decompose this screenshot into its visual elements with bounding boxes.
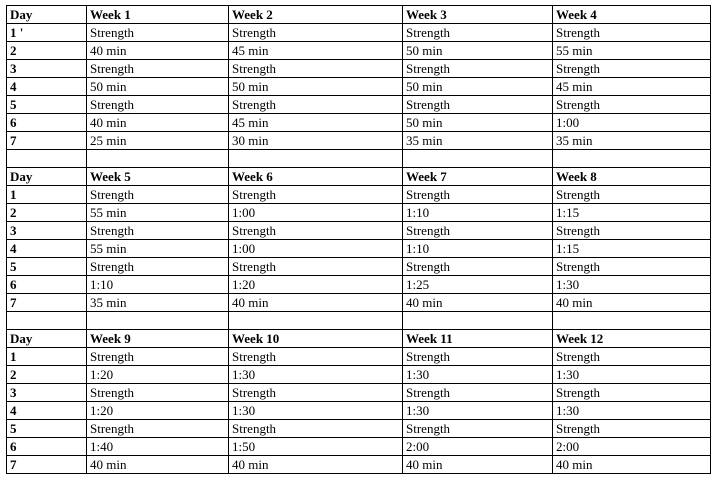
header-row — [7, 330, 711, 348]
day-column-header: Day — [7, 6, 87, 24]
table-row — [7, 96, 711, 114]
workout-cell: 45 min — [553, 78, 711, 96]
table-row — [7, 366, 711, 384]
workout-cell: Strength — [403, 348, 553, 366]
day-number-cell: 5 — [7, 258, 87, 276]
training-schedule-table — [6, 5, 711, 474]
table-row — [7, 384, 711, 402]
workout-cell: 1:15 — [553, 240, 711, 258]
block-separator-row — [7, 312, 711, 330]
day-number-cell: 4 — [7, 240, 87, 258]
day-number-cell: 3 — [7, 222, 87, 240]
workout-cell: Strength — [553, 384, 711, 402]
workout-cell: Strength — [87, 258, 229, 276]
week-column-header: Week 9 — [87, 330, 229, 348]
day-number-cell: 7 — [7, 294, 87, 312]
workout-cell: 1:30 — [553, 366, 711, 384]
day-number-cell: 5 — [7, 96, 87, 114]
empty-cell — [87, 312, 229, 330]
workout-cell: Strength — [403, 420, 553, 438]
workout-cell: Strength — [553, 96, 711, 114]
empty-cell — [403, 312, 553, 330]
workout-cell: Strength — [229, 24, 403, 42]
day-number-cell: 1 — [7, 186, 87, 204]
table-row — [7, 402, 711, 420]
table-row — [7, 132, 711, 150]
workout-cell: Strength — [229, 96, 403, 114]
workout-cell: 40 min — [553, 294, 711, 312]
table-row — [7, 420, 711, 438]
workout-cell: Strength — [229, 186, 403, 204]
workout-cell: 1:30 — [553, 276, 711, 294]
week-column-header: Week 10 — [229, 330, 403, 348]
workout-cell: 1:10 — [403, 240, 553, 258]
block-separator-row — [7, 150, 711, 168]
workout-cell: 50 min — [403, 78, 553, 96]
day-number-cell: 3 — [7, 384, 87, 402]
workout-cell: Strength — [87, 348, 229, 366]
week-column-header: Week 7 — [403, 168, 553, 186]
workout-cell: 1:30 — [229, 402, 403, 420]
workout-cell: 40 min — [87, 42, 229, 60]
table-row — [7, 258, 711, 276]
day-number-cell: 4 — [7, 402, 87, 420]
empty-cell — [7, 312, 87, 330]
workout-cell: 1:20 — [229, 276, 403, 294]
table-row — [7, 240, 711, 258]
day-number-cell: 6 — [7, 276, 87, 294]
workout-cell: 1:30 — [403, 366, 553, 384]
workout-cell: Strength — [87, 420, 229, 438]
training-schedule-body — [7, 6, 711, 474]
workout-cell: Strength — [87, 384, 229, 402]
table-row — [7, 438, 711, 456]
workout-cell: Strength — [553, 24, 711, 42]
workout-cell: 35 min — [553, 132, 711, 150]
workout-cell: Strength — [553, 186, 711, 204]
workout-cell: Strength — [87, 60, 229, 78]
week-column-header: Week 8 — [553, 168, 711, 186]
week-column-header: Week 2 — [229, 6, 403, 24]
workout-cell: 1:30 — [553, 402, 711, 420]
workout-cell: 2:00 — [553, 438, 711, 456]
table-row — [7, 348, 711, 366]
workout-cell: 40 min — [229, 294, 403, 312]
workout-cell: Strength — [229, 348, 403, 366]
workout-cell: 40 min — [403, 294, 553, 312]
day-number-cell: 2 — [7, 204, 87, 222]
workout-cell: Strength — [553, 258, 711, 276]
workout-cell: Strength — [403, 96, 553, 114]
workout-cell: 55 min — [553, 42, 711, 60]
workout-cell: 1:25 — [403, 276, 553, 294]
workout-cell: Strength — [229, 60, 403, 78]
workout-cell: 1:00 — [229, 240, 403, 258]
workout-cell: Strength — [403, 186, 553, 204]
workout-cell: Strength — [403, 384, 553, 402]
workout-cell: 50 min — [229, 78, 403, 96]
workout-cell: Strength — [229, 258, 403, 276]
workout-cell: 40 min — [87, 114, 229, 132]
workout-cell: 55 min — [87, 204, 229, 222]
table-row — [7, 294, 711, 312]
workout-cell: Strength — [553, 222, 711, 240]
day-number-cell: 3 — [7, 60, 87, 78]
workout-cell: 50 min — [403, 42, 553, 60]
workout-cell: 50 min — [403, 114, 553, 132]
table-row — [7, 78, 711, 96]
table-row — [7, 456, 711, 474]
day-number-cell: 4 — [7, 78, 87, 96]
table-row — [7, 60, 711, 78]
workout-cell: Strength — [403, 222, 553, 240]
day-number-cell: 1 ' — [7, 24, 87, 42]
workout-cell: 1:40 — [87, 438, 229, 456]
workout-cell: 40 min — [229, 456, 403, 474]
workout-cell: 40 min — [553, 456, 711, 474]
week-column-header: Week 12 — [553, 330, 711, 348]
week-column-header: Week 5 — [87, 168, 229, 186]
day-number-cell: 2 — [7, 366, 87, 384]
workout-cell: 1:50 — [229, 438, 403, 456]
table-row — [7, 276, 711, 294]
empty-cell — [403, 150, 553, 168]
week-column-header: Week 6 — [229, 168, 403, 186]
week-column-header: Week 1 — [87, 6, 229, 24]
workout-cell: 55 min — [87, 240, 229, 258]
day-number-cell: 2 — [7, 42, 87, 60]
workout-cell: 1:00 — [229, 204, 403, 222]
workout-cell: Strength — [87, 24, 229, 42]
header-row — [7, 6, 711, 24]
table-row — [7, 186, 711, 204]
week-column-header: Week 3 — [403, 6, 553, 24]
day-number-cell: 7 — [7, 132, 87, 150]
day-number-cell: 7 — [7, 456, 87, 474]
workout-cell: 1:00 — [553, 114, 711, 132]
workout-cell: Strength — [403, 60, 553, 78]
workout-cell: 1:10 — [403, 204, 553, 222]
workout-cell: 40 min — [87, 456, 229, 474]
day-number-cell: 6 — [7, 438, 87, 456]
workout-cell: 35 min — [87, 294, 229, 312]
empty-cell — [7, 150, 87, 168]
workout-cell: Strength — [229, 420, 403, 438]
workout-cell: 35 min — [403, 132, 553, 150]
table-row — [7, 204, 711, 222]
empty-cell — [229, 150, 403, 168]
workout-cell: Strength — [403, 258, 553, 276]
workout-cell: 1:10 — [87, 276, 229, 294]
workout-cell: 1:20 — [87, 366, 229, 384]
workout-cell: Strength — [403, 24, 553, 42]
workout-cell: 30 min — [229, 132, 403, 150]
day-column-header: Day — [7, 330, 87, 348]
empty-cell — [553, 150, 711, 168]
table-row — [7, 222, 711, 240]
table-row — [7, 42, 711, 60]
workout-cell: 1:30 — [229, 366, 403, 384]
empty-cell — [229, 312, 403, 330]
workout-cell: 40 min — [403, 456, 553, 474]
day-number-cell: 5 — [7, 420, 87, 438]
workout-cell: 25 min — [87, 132, 229, 150]
workout-cell: Strength — [553, 420, 711, 438]
workout-cell: Strength — [87, 186, 229, 204]
workout-cell: Strength — [229, 384, 403, 402]
workout-cell: Strength — [87, 96, 229, 114]
header-row — [7, 168, 711, 186]
workout-cell: 1:15 — [553, 204, 711, 222]
workout-cell: 1:30 — [403, 402, 553, 420]
workout-cell: Strength — [553, 348, 711, 366]
empty-cell — [553, 312, 711, 330]
week-column-header: Week 11 — [403, 330, 553, 348]
workout-cell: 45 min — [229, 42, 403, 60]
table-row — [7, 24, 711, 42]
day-number-cell: 6 — [7, 114, 87, 132]
week-column-header: Week 4 — [553, 6, 711, 24]
workout-cell: Strength — [553, 60, 711, 78]
workout-cell: 1:20 — [87, 402, 229, 420]
workout-cell: 50 min — [87, 78, 229, 96]
day-number-cell: 1 — [7, 348, 87, 366]
empty-cell — [87, 150, 229, 168]
workout-cell: Strength — [87, 222, 229, 240]
table-row — [7, 114, 711, 132]
workout-cell: 45 min — [229, 114, 403, 132]
day-column-header: Day — [7, 168, 87, 186]
workout-cell: 2:00 — [403, 438, 553, 456]
workout-cell: Strength — [229, 222, 403, 240]
